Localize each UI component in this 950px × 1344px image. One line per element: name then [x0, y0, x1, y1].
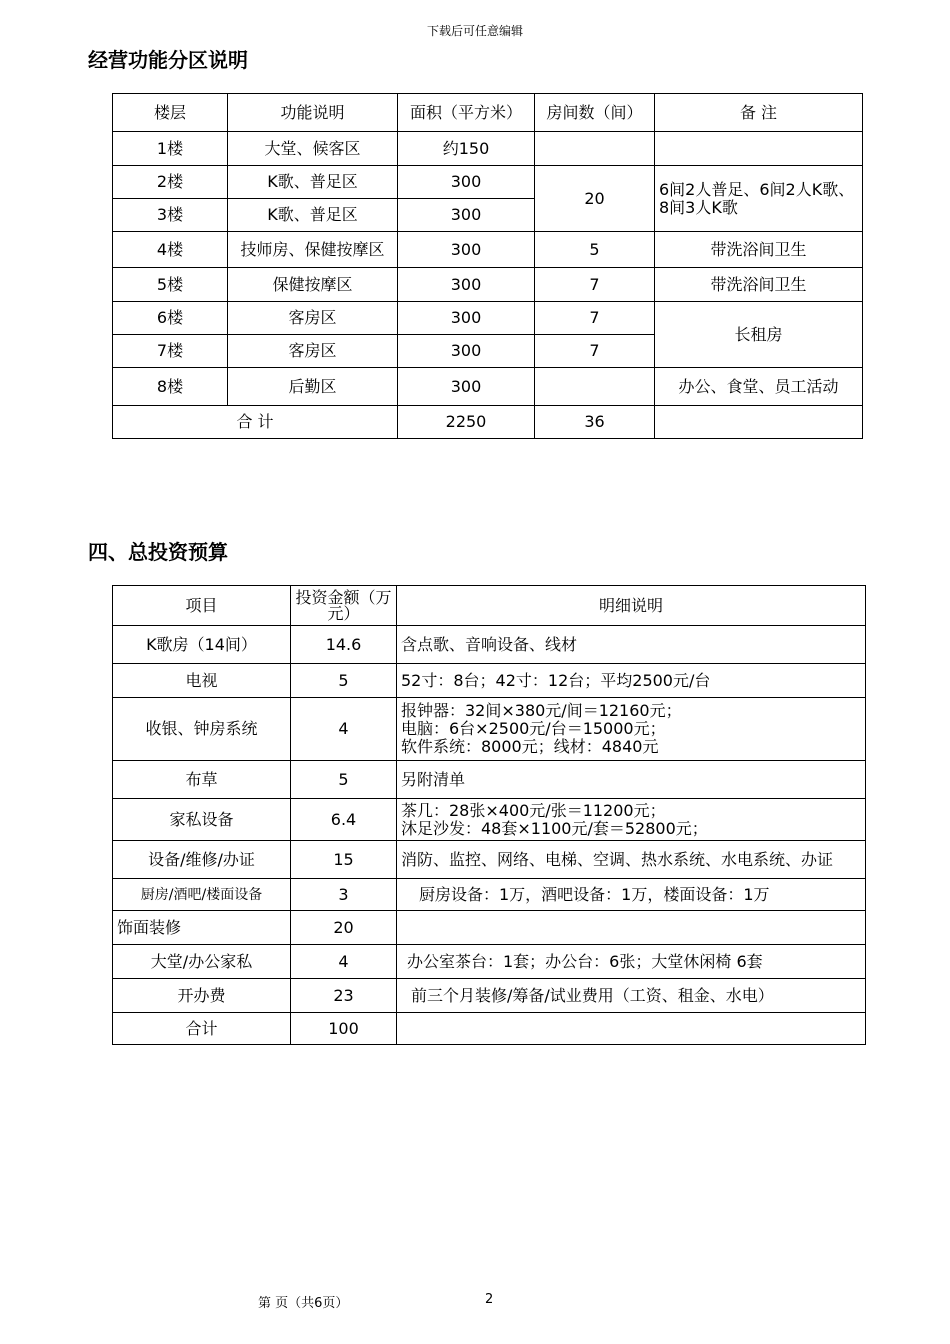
area-cell: 约150 [398, 132, 535, 166]
header-cell: 投资金额（万元） [291, 586, 397, 626]
detail-line: 沐足沙发：48套×1100元/套＝52800元； [401, 818, 708, 838]
floor-cell: 7楼 [113, 335, 228, 368]
note-cell: 办公、食堂、员工活动 [655, 368, 863, 406]
detail-line: 软件系统：8000元；线材：4840元 [401, 737, 659, 756]
amount-cell: 100 [291, 1013, 397, 1045]
rooms-cell: 7 [535, 268, 655, 302]
item-cell: 电视 [113, 664, 291, 698]
table-row [113, 268, 863, 302]
amount-cell: 6.4 [291, 799, 397, 841]
table-total-row [113, 1013, 866, 1045]
detail-line: 茶几：28张×400元/张＝11200元； [401, 800, 666, 820]
item-cell: 厨房/酒吧/楼面设备 [113, 879, 291, 911]
amount-cell: 5 [291, 664, 397, 698]
detail-line: 报钟器：32间×380元/间＝12160元； [401, 701, 682, 720]
table-row [113, 132, 863, 166]
area-cell: 300 [398, 302, 535, 335]
area-cell: 300 [398, 199, 535, 232]
function-cell: 客房区 [228, 335, 398, 368]
rooms-cell [535, 368, 655, 406]
area-cell: 300 [398, 166, 535, 199]
function-cell: 后勤区 [228, 368, 398, 406]
function-cell: 保健按摩区 [228, 268, 398, 302]
header-cell: 项目 [113, 586, 291, 626]
table-header-row [113, 94, 863, 132]
detail-cell: 消防、监控、网络、电梯、空调、热水系统、水电系统、办证 [397, 841, 866, 879]
amount-cell: 23 [291, 979, 397, 1013]
investment-table [112, 585, 866, 1045]
item-cell: 开办费 [113, 979, 291, 1013]
total-note [655, 406, 863, 439]
table-row [113, 841, 866, 879]
note-cell: 长租房 [655, 302, 863, 368]
table-total-row [113, 406, 863, 439]
table-row [113, 879, 866, 911]
detail-cell: 厨房设备：1万，酒吧设备：1万，楼面设备：1万 [397, 879, 866, 911]
item-cell: 合计 [113, 1013, 291, 1045]
table-row [113, 302, 863, 335]
section-title-investment: 四、总投资预算 [88, 540, 228, 564]
function-cell: 大堂、候客区 [228, 132, 398, 166]
function-cell: 客房区 [228, 302, 398, 335]
table-row [113, 979, 866, 1013]
amount-cell: 20 [291, 911, 397, 945]
header-cell: 房间数（间） [535, 94, 655, 132]
footer-page-number: 2 [485, 1292, 494, 1307]
item-cell: 布草 [113, 761, 291, 799]
rooms-cell: 7 [535, 302, 655, 335]
table-row [113, 945, 866, 979]
note-cell: 带洗浴间卫生 [655, 232, 863, 268]
function-cell: K歌、普足区 [228, 199, 398, 232]
table-row [113, 799, 866, 841]
table-row [113, 166, 863, 199]
area-cell: 300 [398, 335, 535, 368]
item-cell: K歌房（14间） [113, 626, 291, 664]
floor-cell: 2楼 [113, 166, 228, 199]
table-row [113, 368, 863, 406]
section-title-zoning: 经营功能分区说明 [88, 48, 248, 72]
amount-cell: 4 [291, 945, 397, 979]
rooms-cell: 7 [535, 335, 655, 368]
area-cell: 300 [398, 232, 535, 268]
detail-cell: 办公室茶台：1套；办公台：6张；大堂休闲椅 6套 [397, 945, 866, 979]
zoning-table [112, 93, 863, 439]
item-cell: 家私设备 [113, 799, 291, 841]
table-row [113, 626, 866, 664]
table-row [113, 911, 866, 945]
amount-cell: 3 [291, 879, 397, 911]
total-label: 合 计 [113, 406, 398, 439]
amount-cell: 15 [291, 841, 397, 879]
header-note: 下载后可任意编辑 [426, 24, 523, 38]
detail-cell [397, 1013, 866, 1045]
header-cell: 明细说明 [397, 586, 866, 626]
total-rooms: 36 [535, 406, 655, 439]
floor-cell: 1楼 [113, 132, 228, 166]
footer-page-label: 第 页（共6页） [258, 1296, 349, 1311]
detail-cell: 前三个月装修/筹备/试业费用（工资、租金、水电） [397, 979, 866, 1013]
amount-cell: 4 [291, 698, 397, 761]
detail-cell: 52寸：8台；42寸：12台；平均2500元/台 [397, 664, 866, 698]
item-cell: 大堂/办公家私 [113, 945, 291, 979]
total-area: 2250 [398, 406, 535, 439]
floor-cell: 3楼 [113, 199, 228, 232]
floor-cell: 4楼 [113, 232, 228, 268]
table-row [113, 664, 866, 698]
detail-cell [397, 698, 866, 761]
item-cell: 设备/维修/办证 [113, 841, 291, 879]
floor-cell: 5楼 [113, 268, 228, 302]
table-row [113, 698, 866, 761]
table-row [113, 232, 863, 268]
rooms-cell: 20 [535, 166, 655, 232]
function-cell: K歌、普足区 [228, 166, 398, 199]
header-cell: 功能说明 [228, 94, 398, 132]
table-header-row [113, 586, 866, 626]
detail-cell: 含点歌、音响设备、线材 [397, 626, 866, 664]
detail-cell [397, 799, 866, 841]
header-cell: 面积（平方米） [398, 94, 535, 132]
note-cell: 6间2人普足、6间2人K歌、8间3人K歌 [655, 166, 863, 232]
item-cell: 饰面装修 [113, 911, 291, 945]
amount-cell: 5 [291, 761, 397, 799]
floor-cell: 6楼 [113, 302, 228, 335]
detail-cell: 另附清单 [397, 761, 866, 799]
note-cell [655, 132, 863, 166]
function-cell: 技师房、保健按摩区 [228, 232, 398, 268]
detail-cell [397, 911, 866, 945]
header-cell: 楼层 [113, 94, 228, 132]
area-cell: 300 [398, 368, 535, 406]
note-cell: 带洗浴间卫生 [655, 268, 863, 302]
table-row [113, 761, 866, 799]
detail-line: 电脑：6台×2500元/台＝15000元； [401, 719, 666, 738]
rooms-cell [535, 132, 655, 166]
amount-cell: 14.6 [291, 626, 397, 664]
rooms-cell: 5 [535, 232, 655, 268]
floor-cell: 8楼 [113, 368, 228, 406]
area-cell: 300 [398, 268, 535, 302]
item-cell: 收银、钟房系统 [113, 698, 291, 761]
header-cell: 备 注 [655, 94, 863, 132]
